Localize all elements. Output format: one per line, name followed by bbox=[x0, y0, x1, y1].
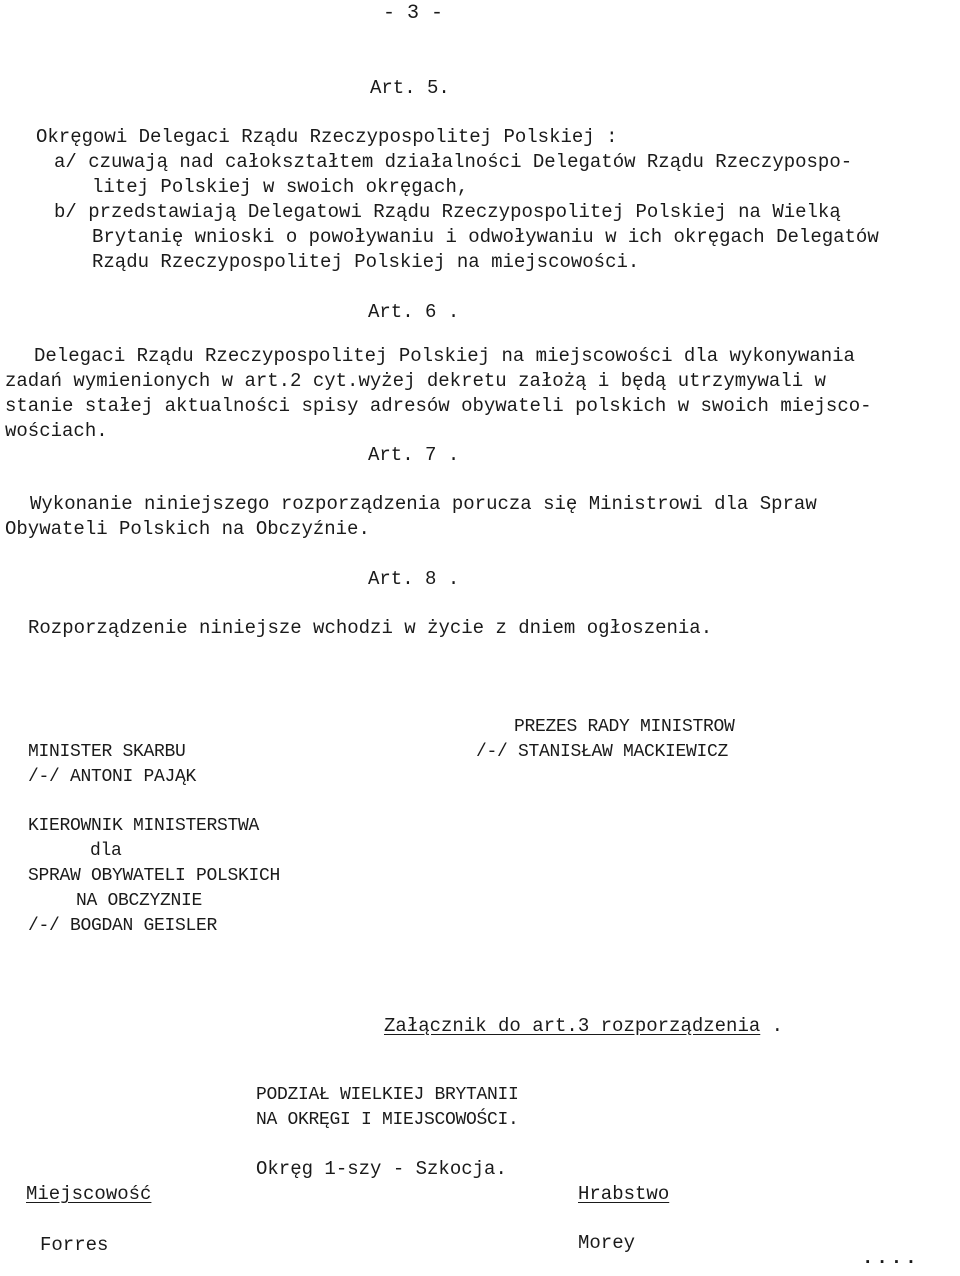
art5-heading: Art. 5. bbox=[370, 77, 450, 99]
art7-line: Obywateli Polskich na Obczyźnie. bbox=[5, 518, 370, 540]
column-header-county: Hrabstwo bbox=[578, 1183, 670, 1205]
row-county: Morey bbox=[578, 1232, 636, 1254]
art7-heading: Art. 7 . bbox=[368, 444, 460, 466]
art5-line: a/ czuwają nad całokształtem działalności Delegatów Rządu Rzeczypospo- bbox=[54, 151, 853, 173]
art5-line: litej Polskiej w swoich okręgach, bbox=[92, 176, 469, 198]
annex-district: Okręg 1-szy - Szkocja. bbox=[256, 1158, 507, 1180]
annex-heading-line: NA OKRĘGI I MIEJSCOWOŚCI. bbox=[256, 1110, 519, 1130]
art6-line: wościach. bbox=[5, 420, 108, 442]
column-header-place: Miejscowość bbox=[26, 1183, 152, 1205]
art5-line: Okręgowi Delegaci Rządu Rzeczypospolitej Polskiej : bbox=[36, 126, 618, 148]
art6-line: Delegaci Rządu Rzeczypospolitej Polskiej na miejscowości dla wykonywania bbox=[34, 345, 855, 367]
row-place: Forres bbox=[40, 1234, 109, 1256]
signature-left-title: MINISTER SKARBU bbox=[28, 742, 186, 762]
signature-right-title: PREZES RADY MINISTROW bbox=[514, 717, 735, 737]
annex-title: Załącznik do art.3 rozporządzenia bbox=[384, 1015, 761, 1037]
annex-title-line bbox=[384, 1014, 783, 1038]
art5-line: Brytanię wnioski o powoływaniu i odwoływaniu w ich okręgach Delegatów bbox=[92, 226, 879, 248]
signature-left-name: /-/ ANTONI PAJĄK bbox=[28, 767, 197, 787]
art6-heading: Art. 6 . bbox=[368, 301, 460, 323]
art5-line: b/ przedstawiają Delegatowi Rządu Rzeczypospolitej Polskiej na Wielką bbox=[54, 201, 841, 223]
art7-line: Wykonanie niniejszego rozporządzenia porucza się Ministrowi dla Spraw bbox=[30, 493, 817, 515]
continuation-dots: .... bbox=[862, 1247, 920, 1269]
signature-bottom-line: NA OBCZYZNIE bbox=[76, 891, 203, 911]
annex-heading-line: PODZIAŁ WIELKIEJ BRYTANII bbox=[256, 1085, 519, 1105]
signature-bottom-line: KIEROWNIK MINISTERSTWA bbox=[28, 816, 260, 836]
annex-title-suffix: . bbox=[771, 1015, 784, 1037]
art8-line: Rozporządzenie niniejsze wchodzi w życie z dniem ogłoszenia. bbox=[28, 617, 713, 639]
signature-bottom-name: /-/ BOGDAN GEISLER bbox=[28, 916, 218, 936]
art6-line: stanie stałej aktualności spisy adresów obywateli polskich w swoich miejsco- bbox=[5, 395, 872, 417]
signature-bottom-line: SPRAW OBYWATELI POLSKICH bbox=[28, 866, 281, 886]
art5-line: Rządu Rzeczypospolitej Polskiej na miejscowości. bbox=[92, 251, 640, 273]
signature-bottom-line: dla bbox=[90, 841, 122, 861]
art8-heading: Art. 8 . bbox=[368, 568, 460, 590]
signature-right-name: /-/ STANISŁAW MACKIEWICZ bbox=[476, 742, 729, 762]
page-number: - 3 - bbox=[383, 2, 444, 25]
art6-line: zadań wymienionych w art.2 cyt.wyżej dekretu założą i będą utrzymywali w bbox=[5, 370, 826, 392]
